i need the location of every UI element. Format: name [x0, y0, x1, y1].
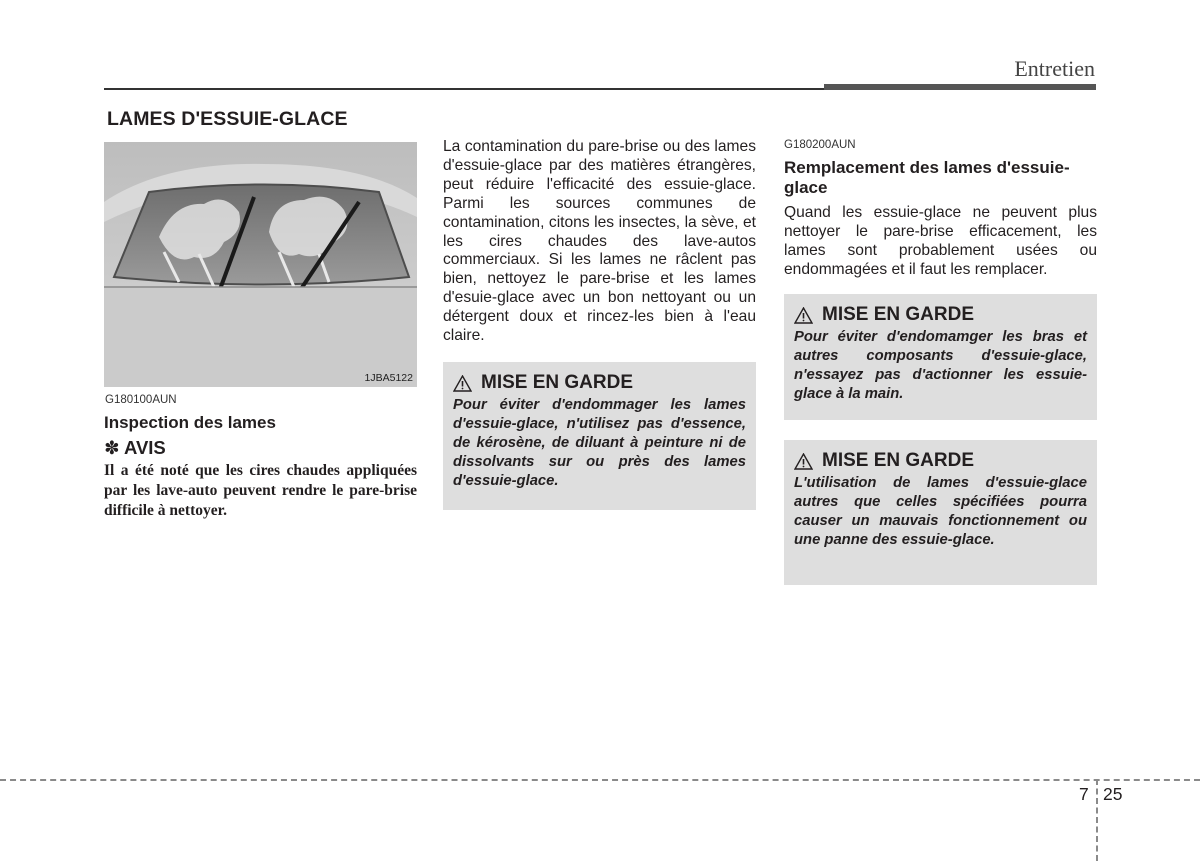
inspection-title: Inspection des lames — [104, 413, 276, 432]
page-number: 25 — [1103, 784, 1123, 804]
caution-title: MISE EN GARDE — [822, 304, 975, 325]
avis-text: Il a été noté que les cires chaudes appliquées par les lave-auto peuvent rendre le pare-brise difficile à nettoyer. — [104, 462, 417, 519]
warning-icon — [794, 453, 813, 470]
avis-label: ✽ AVIS — [104, 437, 166, 458]
replacement-title: Remplacement des lames d'essuie-glace — [784, 158, 1070, 197]
replacement-paragraph: Quand les essuie-glace ne peuvent plus nettoyer le pare-brise efficacement, les lames sont probablement usées ou endommagées et il faut les remplacer. — [784, 204, 1097, 278]
inspection-code: G180100AUN — [105, 394, 177, 406]
header-rule-accent — [824, 84, 1096, 90]
caution-box-manual — [784, 294, 1097, 420]
caution-title: MISE EN GARDE — [481, 372, 634, 393]
replacement-code: G180200AUN — [784, 139, 856, 151]
chapter-number: 7 — [1079, 784, 1089, 804]
section-title: LAMES D'ESSUIE-GLACE — [107, 108, 348, 130]
caution-text: Pour éviter d'endomamger les bras et autres composants d'essuie-glace, n'essayez pas d'actionner les essuie-glace à la main. — [794, 329, 1087, 402]
caution-text: L'utilisation de lames d'essuie-glace autres que celles spécifiées pourra causer un mauvais fonctionnement ou une panne des essuie-glace. — [794, 475, 1087, 548]
caution-text: Pour éviter d'endommager les lames d'essuie-glace, n'utilisez pas d'essence, de kérosène, de diluant à peinture ni de dissolvants sur ou près des lames d'essuie-glace. — [453, 397, 746, 489]
windshield-wipers-icon — [104, 142, 417, 387]
footer-vertical-divider — [1096, 779, 1098, 861]
warning-icon — [453, 375, 472, 392]
caution-box-specified — [784, 440, 1097, 585]
warning-icon — [794, 307, 813, 324]
footer-divider — [0, 779, 1200, 781]
chapter-title: Entretien — [1014, 56, 1095, 81]
caution-title: MISE EN GARDE — [822, 450, 975, 471]
windshield-wipers-illustration — [104, 142, 417, 387]
contamination-paragraph: La contamination du pare-brise ou des lames d'essuie-glace par des matières étrangères, peut réduire l'efficacité des essuie-glace. Parmi les sources communes de contamination, citons les insectes, la sève, et les cires chaudes des lave-autos commerciaux. Si les lames ne râclent pas bien, nettoyez le pare-brise et les lames d'esuie-glace avec un bon nettoyant ou un détergent doux et rincez-les bien à l'eau claire. — [443, 138, 756, 345]
header-rule — [104, 88, 826, 90]
caution-box-cleaning — [443, 362, 756, 510]
figure-caption: 1JBA5122 — [364, 372, 413, 384]
